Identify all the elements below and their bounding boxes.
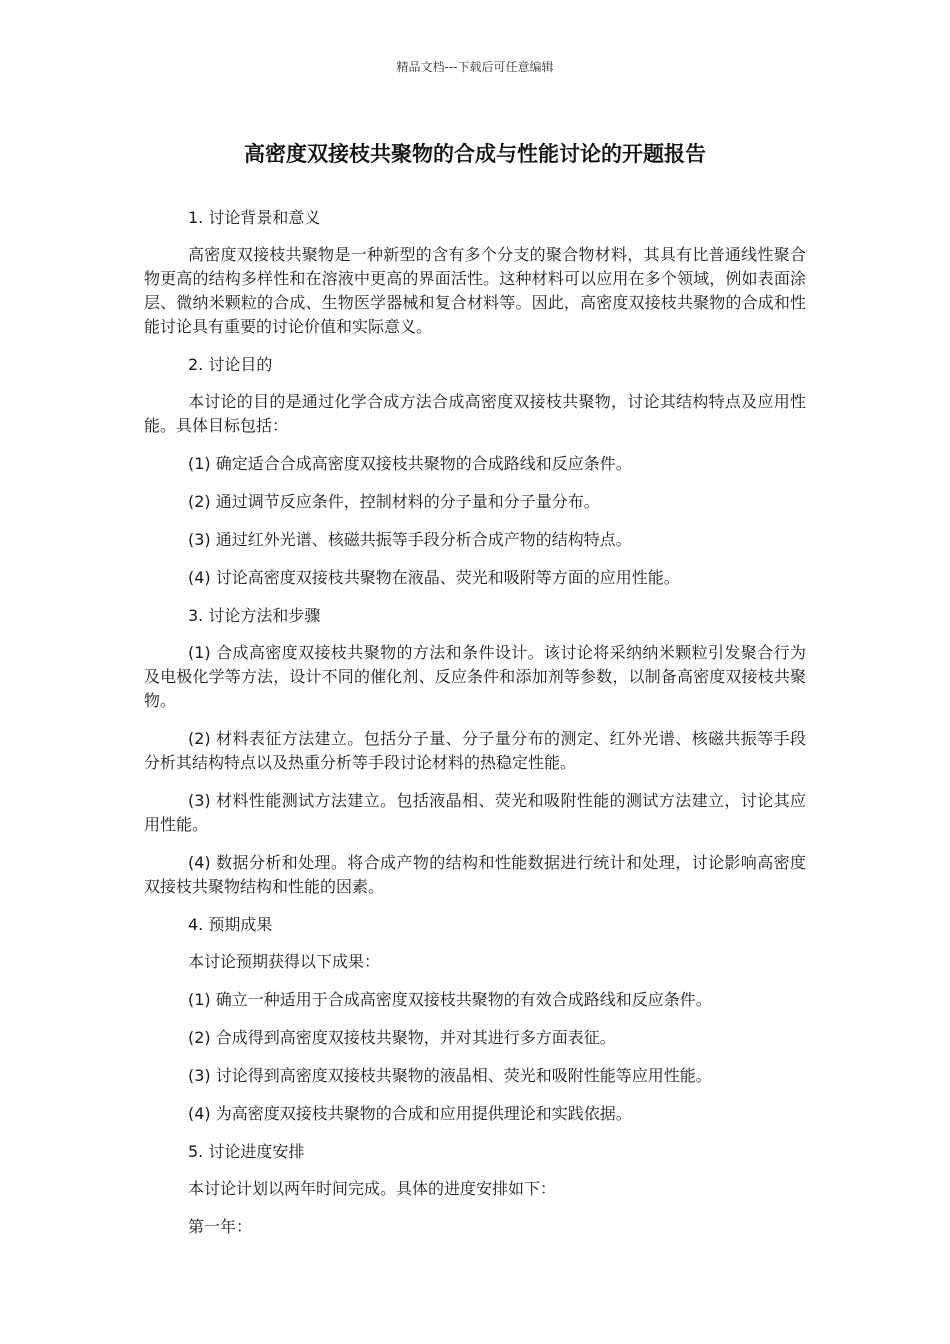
list-item-outcome-2: (2) 合成得到高密度双接枝共聚物，并对其进行多方面表征。 xyxy=(188,1028,616,1047)
list-item-outcome-1: (1) 确立一种适用于合成高密度双接枝共聚物的有效合成路线和反应条件。 xyxy=(188,990,712,1009)
paragraph-outcomes-intro: 本讨论预期获得以下成果： xyxy=(188,952,381,971)
paragraph-purpose: 本讨论的目的是通过化学合成方法合成高密度双接枝共聚物，讨论其结构特点及应用性能。具体目标包括： xyxy=(144,392,806,435)
list-item-outcome-3: (3) 讨论得到高密度双接枝共聚物的液晶相、荧光和吸附性能等应用性能。 xyxy=(188,1066,712,1085)
document-title: 高密度双接枝共聚物的合成与性能讨论的开题报告 xyxy=(244,142,706,166)
list-item-goal-4: (4) 讨论高密度双接枝共聚物在液晶、荧光和吸附等方面的应用性能。 xyxy=(188,568,680,587)
header-note: 精品文档---下载后可任意编辑 xyxy=(396,60,554,74)
list-item-outcome-4: (4) 为高密度双接枝共聚物的合成和应用提供理论和实践依据。 xyxy=(188,1104,632,1123)
list-item-goal-2: (2) 通过调节反应条件，控制材料的分子量和分子量分布。 xyxy=(188,492,600,511)
list-item-method-1: (1) 合成高密度双接枝共聚物的方法和条件设计。该讨论将采纳纳米颗粒引发聚合行为及电极化学等方法，设计不同的催化剂、反应条件和添加剂等参数，以制备高密度双接枝共聚物。 xyxy=(144,643,806,710)
list-item-goal-3: (3) 通过红外光谱、核磁共振等手段分析合成产物的结构特点。 xyxy=(188,530,632,549)
section-heading-purpose: 2. 讨论目的 xyxy=(188,355,273,374)
section-heading-schedule: 5. 讨论进度安排 xyxy=(188,1142,305,1161)
list-item-method-3: (3) 材料性能测试方法建立。包括液晶相、荧光和吸附性能的测试方法建立，讨论其应用性能。 xyxy=(144,791,806,834)
list-item-method-4: (4) 数据分析和处理。将合成产物的结构和性能数据进行统计和处理，讨论影响高密度双接枝共聚物结构和性能的因素。 xyxy=(144,853,806,896)
document-body xyxy=(144,206,806,1253)
paragraph-background: 高密度双接枝共聚物是一种新型的含有多个分支的聚合物材料，其具有比普通线性聚合物更高的结构多样性和在溶液中更高的界面活性。这种材料可以应用在多个领域，例如表面涂层、微纳米颗粒的合成、生物医学器械和复合材料等。因此，高密度双接枝共聚物的合成和性能讨论具有重要的讨论价值和实际意义。 xyxy=(144,245,806,336)
paragraph-first-year: 第一年： xyxy=(188,1217,253,1236)
section-heading-methods: 3. 讨论方法和步骤 xyxy=(188,606,321,625)
list-item-goal-1: (1) 确定适合合成高密度双接枝共聚物的合成路线和反应条件。 xyxy=(188,454,632,473)
section-heading-outcomes: 4. 预期成果 xyxy=(188,915,273,934)
section-heading-background: 1. 讨论背景和意义 xyxy=(188,208,321,227)
paragraph-schedule-intro: 本讨论计划以两年时间完成。具体的进度安排如下： xyxy=(188,1179,557,1198)
list-item-method-2: (2) 材料表征方法建立。包括分子量、分子量分布的测定、红外光谱、核磁共振等手段分析其结构特点以及热重分析等手段讨论材料的热稳定性能。 xyxy=(144,729,806,772)
